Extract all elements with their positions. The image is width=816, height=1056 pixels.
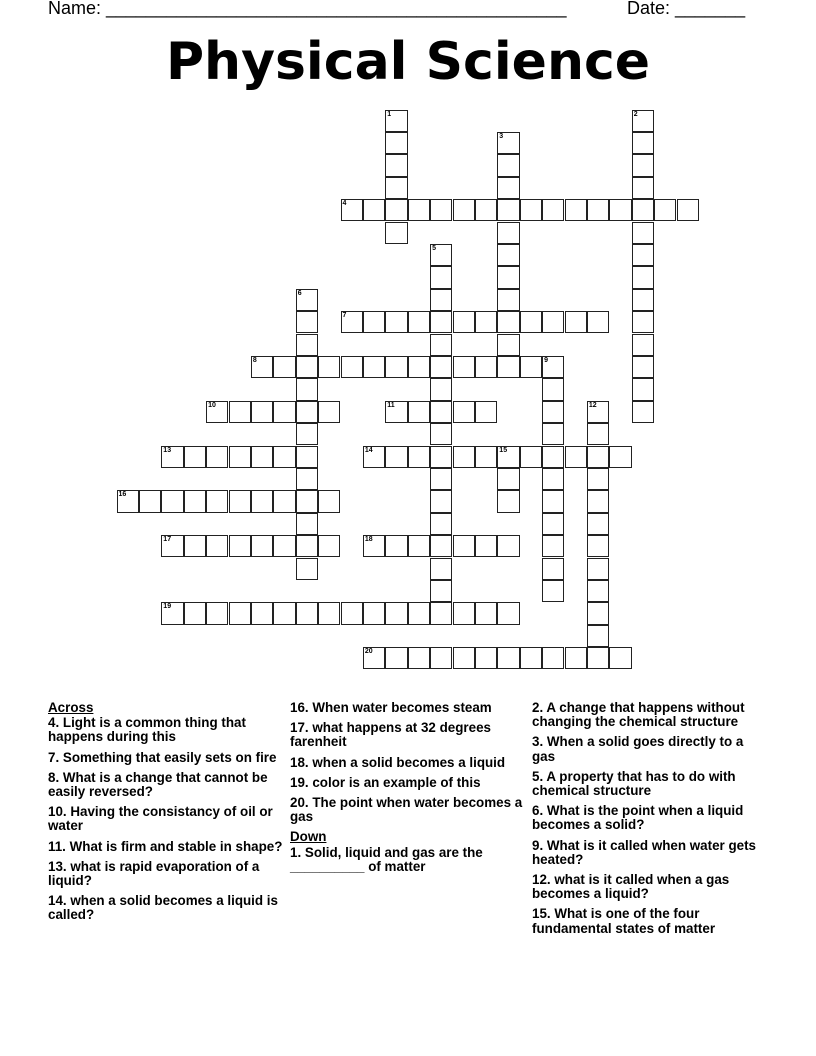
clue-text: color is an example of this bbox=[312, 774, 481, 790]
grid-cell[interactable] bbox=[385, 647, 407, 669]
grid-cell[interactable] bbox=[318, 401, 340, 423]
clue-across bbox=[48, 840, 283, 854]
clues-column-3 bbox=[532, 701, 767, 942]
grid-cell[interactable] bbox=[341, 356, 363, 378]
grid-cell[interactable] bbox=[363, 311, 385, 333]
grid-cell[interactable] bbox=[296, 446, 318, 468]
grid-cell[interactable] bbox=[609, 647, 631, 669]
grid-cell[interactable] bbox=[430, 244, 452, 266]
grid-cell[interactable] bbox=[385, 311, 407, 333]
grid-cell[interactable] bbox=[251, 356, 273, 378]
grid-cell[interactable] bbox=[475, 647, 497, 669]
grid-cell[interactable] bbox=[318, 356, 340, 378]
clue-across bbox=[290, 756, 525, 770]
grid-cell[interactable] bbox=[385, 110, 407, 132]
clue-number: 8. bbox=[48, 769, 60, 785]
clue-text: The point when water becomes a gas bbox=[290, 795, 523, 825]
grid-cell[interactable] bbox=[542, 311, 564, 333]
name-field[interactable]: Name: ______________________________________________ bbox=[48, 0, 567, 18]
grid-cell[interactable] bbox=[497, 177, 519, 199]
grid-cell[interactable] bbox=[520, 199, 542, 221]
grid-cell[interactable] bbox=[565, 446, 587, 468]
grid-cell[interactable] bbox=[251, 535, 273, 557]
grid-cell[interactable] bbox=[565, 311, 587, 333]
grid-cell[interactable] bbox=[408, 401, 430, 423]
grid-cell[interactable] bbox=[184, 535, 206, 557]
clue-number: 10. bbox=[48, 804, 67, 820]
grid-cell[interactable] bbox=[632, 266, 654, 288]
clue-text: A change that happens without changing the chemical structure bbox=[532, 700, 745, 730]
grid-cell[interactable] bbox=[385, 602, 407, 624]
grid-cell[interactable] bbox=[229, 490, 251, 512]
clue-number: 15. bbox=[532, 906, 551, 922]
clue-across bbox=[48, 805, 283, 833]
grid-cell[interactable] bbox=[632, 110, 654, 132]
clue-text: What is firm and stable in shape? bbox=[69, 838, 283, 854]
grid-cell[interactable] bbox=[632, 356, 654, 378]
grid-cell[interactable] bbox=[497, 647, 519, 669]
grid-cell[interactable] bbox=[251, 401, 273, 423]
grid-cell[interactable] bbox=[587, 311, 609, 333]
grid-cell[interactable] bbox=[385, 446, 407, 468]
grid-cell[interactable] bbox=[363, 602, 385, 624]
clue-down bbox=[290, 846, 525, 874]
clue-across bbox=[290, 701, 525, 715]
clue-across bbox=[48, 860, 283, 888]
clue-number: 9. bbox=[532, 837, 544, 853]
clue-text: What is the point when a liquid becomes a solid? bbox=[532, 803, 744, 833]
grid-cell[interactable] bbox=[565, 199, 587, 221]
grid-cell[interactable] bbox=[273, 535, 295, 557]
grid-cell[interactable] bbox=[520, 446, 542, 468]
grid-cell[interactable] bbox=[587, 625, 609, 647]
grid-cell[interactable] bbox=[385, 199, 407, 221]
grid-cell[interactable] bbox=[475, 401, 497, 423]
clue-down bbox=[532, 770, 767, 798]
grid-cell[interactable] bbox=[296, 423, 318, 445]
clue-number: 8 bbox=[252, 356, 257, 364]
grid-cell[interactable] bbox=[497, 289, 519, 311]
clue-number: 18 bbox=[364, 536, 373, 544]
grid-cell[interactable] bbox=[341, 311, 363, 333]
grid-cell[interactable] bbox=[296, 356, 318, 378]
grid-cell[interactable] bbox=[677, 199, 699, 221]
grid-cell[interactable] bbox=[632, 311, 654, 333]
grid-cell[interactable] bbox=[251, 490, 273, 512]
grid-cell[interactable] bbox=[430, 266, 452, 288]
clue-number: 19 bbox=[163, 603, 172, 611]
clue-number: 5. bbox=[532, 768, 544, 784]
clue-text: Solid, liquid and gas are the __________ of matter bbox=[290, 844, 483, 874]
grid-cell[interactable] bbox=[497, 535, 519, 557]
grid-cell[interactable] bbox=[497, 468, 519, 490]
grid-cell[interactable] bbox=[497, 199, 519, 221]
grid-cell[interactable] bbox=[296, 535, 318, 557]
grid-cell[interactable] bbox=[497, 222, 519, 244]
grid-cell[interactable] bbox=[273, 401, 295, 423]
grid-cell[interactable] bbox=[206, 535, 228, 557]
grid-cell[interactable] bbox=[453, 199, 475, 221]
grid-cell[interactable] bbox=[430, 401, 452, 423]
grid-cell[interactable] bbox=[542, 580, 564, 602]
grid-cell[interactable] bbox=[587, 490, 609, 512]
grid-cell[interactable] bbox=[296, 334, 318, 356]
grid-cell[interactable] bbox=[408, 311, 430, 333]
grid-cell[interactable] bbox=[542, 378, 564, 400]
clue-number: 17 bbox=[163, 536, 172, 544]
grid-cell[interactable] bbox=[587, 647, 609, 669]
grid-cell[interactable] bbox=[206, 490, 228, 512]
grid-cell[interactable] bbox=[296, 513, 318, 535]
clue-across bbox=[290, 721, 525, 749]
grid-cell[interactable] bbox=[385, 177, 407, 199]
grid-cell[interactable] bbox=[453, 356, 475, 378]
grid-cell[interactable] bbox=[632, 289, 654, 311]
clue-text: When a solid goes directly to a gas bbox=[532, 734, 744, 764]
clue-number: 14 bbox=[364, 446, 373, 454]
clue-text: Light is a common thing that happens during this bbox=[48, 715, 246, 745]
grid-cell[interactable] bbox=[542, 468, 564, 490]
grid-cell[interactable] bbox=[497, 244, 519, 266]
clue-number: 12. bbox=[532, 872, 551, 888]
clue-across bbox=[290, 796, 525, 824]
grid-cell[interactable] bbox=[296, 289, 318, 311]
grid-cell[interactable] bbox=[542, 513, 564, 535]
grid-cell[interactable] bbox=[139, 490, 161, 512]
grid-cell[interactable] bbox=[542, 423, 564, 445]
grid-cell[interactable] bbox=[632, 222, 654, 244]
grid-cell[interactable] bbox=[161, 490, 183, 512]
clue-number: 10 bbox=[208, 401, 216, 409]
grid-cell[interactable] bbox=[296, 558, 318, 580]
clue-number: 14. bbox=[48, 893, 67, 909]
grid-cell[interactable] bbox=[251, 446, 273, 468]
clue-number: 4. bbox=[48, 715, 60, 731]
grid-cell[interactable] bbox=[385, 356, 407, 378]
grid-cell[interactable] bbox=[117, 490, 139, 512]
clue-number: 7. bbox=[48, 749, 60, 765]
clue-number: 17. bbox=[290, 720, 309, 736]
grid-cell[interactable] bbox=[565, 647, 587, 669]
clue-text: What is it called when water gets heated? bbox=[532, 837, 756, 867]
grid-cell[interactable] bbox=[587, 602, 609, 624]
grid-cell[interactable] bbox=[453, 311, 475, 333]
clue-number: 13 bbox=[163, 446, 172, 454]
grid-cell[interactable] bbox=[296, 311, 318, 333]
clues-column-2 bbox=[290, 701, 525, 880]
grid-cell[interactable] bbox=[363, 199, 385, 221]
grid-cell[interactable] bbox=[542, 401, 564, 423]
clue-across bbox=[48, 894, 283, 922]
clue-text: when a solid becomes a liquid bbox=[312, 754, 506, 770]
grid-cell[interactable] bbox=[632, 244, 654, 266]
grid-cell[interactable] bbox=[161, 602, 183, 624]
date-field[interactable]: Date: _______ bbox=[627, 0, 746, 18]
grid-cell[interactable] bbox=[587, 468, 609, 490]
grid-cell[interactable] bbox=[430, 356, 452, 378]
grid-cell[interactable] bbox=[609, 199, 631, 221]
grid-cell[interactable] bbox=[408, 602, 430, 624]
grid-cell[interactable] bbox=[497, 602, 519, 624]
clue-text: A property that has to do with chemical structure bbox=[532, 768, 736, 799]
clue-number: 20. bbox=[290, 795, 309, 811]
across-heading: Across bbox=[48, 700, 94, 715]
clue-number: 18. bbox=[290, 754, 309, 770]
grid-cell[interactable] bbox=[497, 446, 519, 468]
grid-cell[interactable] bbox=[453, 535, 475, 557]
clue-text: when a solid becomes a liquid is called? bbox=[48, 893, 278, 923]
grid-cell[interactable] bbox=[296, 401, 318, 423]
grid-cell[interactable] bbox=[430, 535, 452, 557]
grid-cell[interactable] bbox=[296, 468, 318, 490]
grid-cell[interactable] bbox=[632, 334, 654, 356]
grid-cell[interactable] bbox=[587, 513, 609, 535]
clue-text: Having the consistancy of oil or water bbox=[48, 804, 273, 834]
clue-number: 6 bbox=[297, 289, 302, 297]
grid-cell[interactable] bbox=[430, 311, 452, 333]
clue-down bbox=[532, 735, 767, 763]
grid-cell[interactable] bbox=[587, 580, 609, 602]
grid-cell[interactable] bbox=[184, 446, 206, 468]
grid-cell[interactable] bbox=[430, 558, 452, 580]
grid-cell[interactable] bbox=[430, 199, 452, 221]
grid-cell[interactable] bbox=[251, 602, 273, 624]
grid-cell[interactable] bbox=[497, 311, 519, 333]
grid-cell[interactable] bbox=[587, 423, 609, 445]
grid-cell[interactable] bbox=[296, 378, 318, 400]
clue-text: what is it called when a gas becomes a liquid? bbox=[532, 872, 730, 902]
grid-cell[interactable] bbox=[430, 423, 452, 445]
grid-cell[interactable] bbox=[542, 535, 564, 557]
grid-cell[interactable] bbox=[318, 602, 340, 624]
grid-cell[interactable] bbox=[430, 647, 452, 669]
clue-text: what happens at 32 degrees farenheit bbox=[290, 720, 491, 750]
grid-cell[interactable] bbox=[609, 446, 631, 468]
clue-down bbox=[532, 873, 767, 901]
grid-cell[interactable] bbox=[430, 289, 452, 311]
clue-text: Something that easily sets on fire bbox=[62, 749, 277, 765]
grid-cell[interactable] bbox=[318, 490, 340, 512]
grid-cell[interactable] bbox=[497, 490, 519, 512]
grid-cell[interactable] bbox=[229, 535, 251, 557]
clue-number: 7 bbox=[342, 312, 347, 320]
clue-number: 1 bbox=[387, 110, 392, 118]
grid-cell[interactable] bbox=[363, 356, 385, 378]
grid-cell[interactable] bbox=[273, 446, 295, 468]
grid-cell[interactable] bbox=[430, 468, 452, 490]
clue-number: 6. bbox=[532, 803, 544, 819]
grid-cell[interactable] bbox=[408, 199, 430, 221]
grid-cell[interactable] bbox=[385, 132, 407, 154]
grid-cell[interactable] bbox=[654, 199, 676, 221]
grid-cell[interactable] bbox=[542, 647, 564, 669]
clue-number: 13. bbox=[48, 858, 67, 874]
grid-cell[interactable] bbox=[453, 647, 475, 669]
grid-cell[interactable] bbox=[296, 490, 318, 512]
grid-cell[interactable] bbox=[632, 154, 654, 176]
grid-cell[interactable] bbox=[520, 356, 542, 378]
grid-cell[interactable] bbox=[206, 446, 228, 468]
grid-cell[interactable] bbox=[408, 535, 430, 557]
grid-cell[interactable] bbox=[229, 446, 251, 468]
grid-cell[interactable] bbox=[520, 311, 542, 333]
clue-across bbox=[290, 776, 525, 790]
clue-number: 3. bbox=[532, 734, 544, 750]
grid-cell[interactable] bbox=[408, 647, 430, 669]
grid-cell[interactable] bbox=[184, 602, 206, 624]
grid-cell[interactable] bbox=[430, 513, 452, 535]
grid-cell[interactable] bbox=[273, 356, 295, 378]
grid-cell[interactable] bbox=[318, 535, 340, 557]
grid-cell[interactable] bbox=[587, 401, 609, 423]
grid-cell[interactable] bbox=[430, 490, 452, 512]
grid-cell[interactable] bbox=[475, 199, 497, 221]
grid-cell[interactable] bbox=[385, 401, 407, 423]
grid-cell[interactable] bbox=[632, 177, 654, 199]
grid-cell[interactable] bbox=[430, 378, 452, 400]
grid-cell[interactable] bbox=[542, 356, 564, 378]
grid-cell[interactable] bbox=[587, 558, 609, 580]
grid-cell[interactable] bbox=[408, 446, 430, 468]
grid-cell[interactable] bbox=[453, 446, 475, 468]
grid-cell[interactable] bbox=[161, 446, 183, 468]
grid-cell[interactable] bbox=[363, 647, 385, 669]
grid-cell[interactable] bbox=[475, 535, 497, 557]
grid-cell[interactable] bbox=[497, 266, 519, 288]
clue-number: 16 bbox=[118, 491, 127, 499]
grid-cell[interactable] bbox=[587, 199, 609, 221]
grid-cell[interactable] bbox=[542, 490, 564, 512]
grid-cell[interactable] bbox=[475, 311, 497, 333]
grid-cell[interactable] bbox=[632, 132, 654, 154]
grid-cell[interactable] bbox=[161, 535, 183, 557]
clue-number: 12 bbox=[588, 401, 597, 409]
grid-cell[interactable] bbox=[497, 154, 519, 176]
clue-number: 15 bbox=[499, 446, 508, 454]
grid-cell[interactable] bbox=[497, 356, 519, 378]
clue-down bbox=[532, 701, 767, 729]
grid-cell[interactable] bbox=[587, 535, 609, 557]
grid-cell[interactable] bbox=[542, 558, 564, 580]
grid-cell[interactable] bbox=[475, 602, 497, 624]
grid-cell[interactable] bbox=[341, 602, 363, 624]
grid-cell[interactable] bbox=[587, 446, 609, 468]
clue-down bbox=[532, 907, 767, 935]
grid-cell[interactable] bbox=[341, 199, 363, 221]
grid-cell[interactable] bbox=[632, 199, 654, 221]
grid-cell[interactable] bbox=[363, 446, 385, 468]
grid-cell[interactable] bbox=[632, 378, 654, 400]
grid-cell[interactable] bbox=[497, 334, 519, 356]
grid-cell[interactable] bbox=[385, 222, 407, 244]
grid-cell[interactable] bbox=[408, 356, 430, 378]
clue-across bbox=[48, 771, 283, 799]
clues-column-1 bbox=[48, 701, 283, 929]
grid-cell[interactable] bbox=[430, 334, 452, 356]
clue-number: 19. bbox=[290, 774, 309, 790]
clue-text: What is one of the four fundamental states of matter bbox=[532, 906, 716, 936]
grid-cell[interactable] bbox=[273, 602, 295, 624]
grid-cell[interactable] bbox=[430, 602, 452, 624]
grid-cell[interactable] bbox=[453, 401, 475, 423]
grid-cell[interactable] bbox=[363, 535, 385, 557]
grid-cell[interactable] bbox=[520, 647, 542, 669]
grid-cell[interactable] bbox=[273, 490, 295, 512]
clue-number: 1. bbox=[290, 844, 302, 860]
clue-number: 4 bbox=[342, 200, 347, 208]
grid-cell[interactable] bbox=[430, 446, 452, 468]
grid-cell[interactable] bbox=[385, 535, 407, 557]
page-title: Physical Science bbox=[165, 32, 651, 92]
grid-cell[interactable] bbox=[632, 401, 654, 423]
grid-cell[interactable] bbox=[206, 401, 228, 423]
clue-text: When water becomes steam bbox=[312, 700, 492, 715]
clue-across bbox=[48, 716, 283, 744]
grid-cell[interactable] bbox=[296, 602, 318, 624]
grid-cell[interactable] bbox=[497, 132, 519, 154]
clue-number: 16. bbox=[290, 700, 309, 715]
grid-cell[interactable] bbox=[430, 580, 452, 602]
down-heading: Down bbox=[290, 829, 327, 845]
grid-cell[interactable] bbox=[475, 446, 497, 468]
clue-down bbox=[532, 839, 767, 867]
clue-across bbox=[48, 751, 283, 765]
grid-cell[interactable] bbox=[475, 356, 497, 378]
grid-cell[interactable] bbox=[229, 602, 251, 624]
grid-cell[interactable] bbox=[542, 199, 564, 221]
clue-down bbox=[532, 804, 767, 832]
grid-cell[interactable] bbox=[206, 602, 228, 624]
grid-cell[interactable] bbox=[229, 401, 251, 423]
clue-number: 2. bbox=[532, 700, 544, 715]
grid-cell[interactable] bbox=[385, 154, 407, 176]
clue-text: what is rapid evaporation of a liquid? bbox=[48, 858, 260, 889]
clue-number: 9 bbox=[544, 356, 548, 364]
clue-number: 5 bbox=[432, 244, 436, 252]
clue-number: 20 bbox=[364, 648, 373, 656]
grid-cell[interactable] bbox=[184, 490, 206, 512]
grid-cell[interactable] bbox=[453, 602, 475, 624]
clue-number: 11. bbox=[48, 838, 66, 854]
clue-number: 2 bbox=[633, 110, 638, 118]
clue-text: What is a change that cannot be easily reversed? bbox=[48, 769, 268, 800]
clue-number: 3 bbox=[499, 132, 504, 140]
clue-number: 11 bbox=[387, 401, 395, 409]
grid-cell[interactable] bbox=[542, 446, 564, 468]
